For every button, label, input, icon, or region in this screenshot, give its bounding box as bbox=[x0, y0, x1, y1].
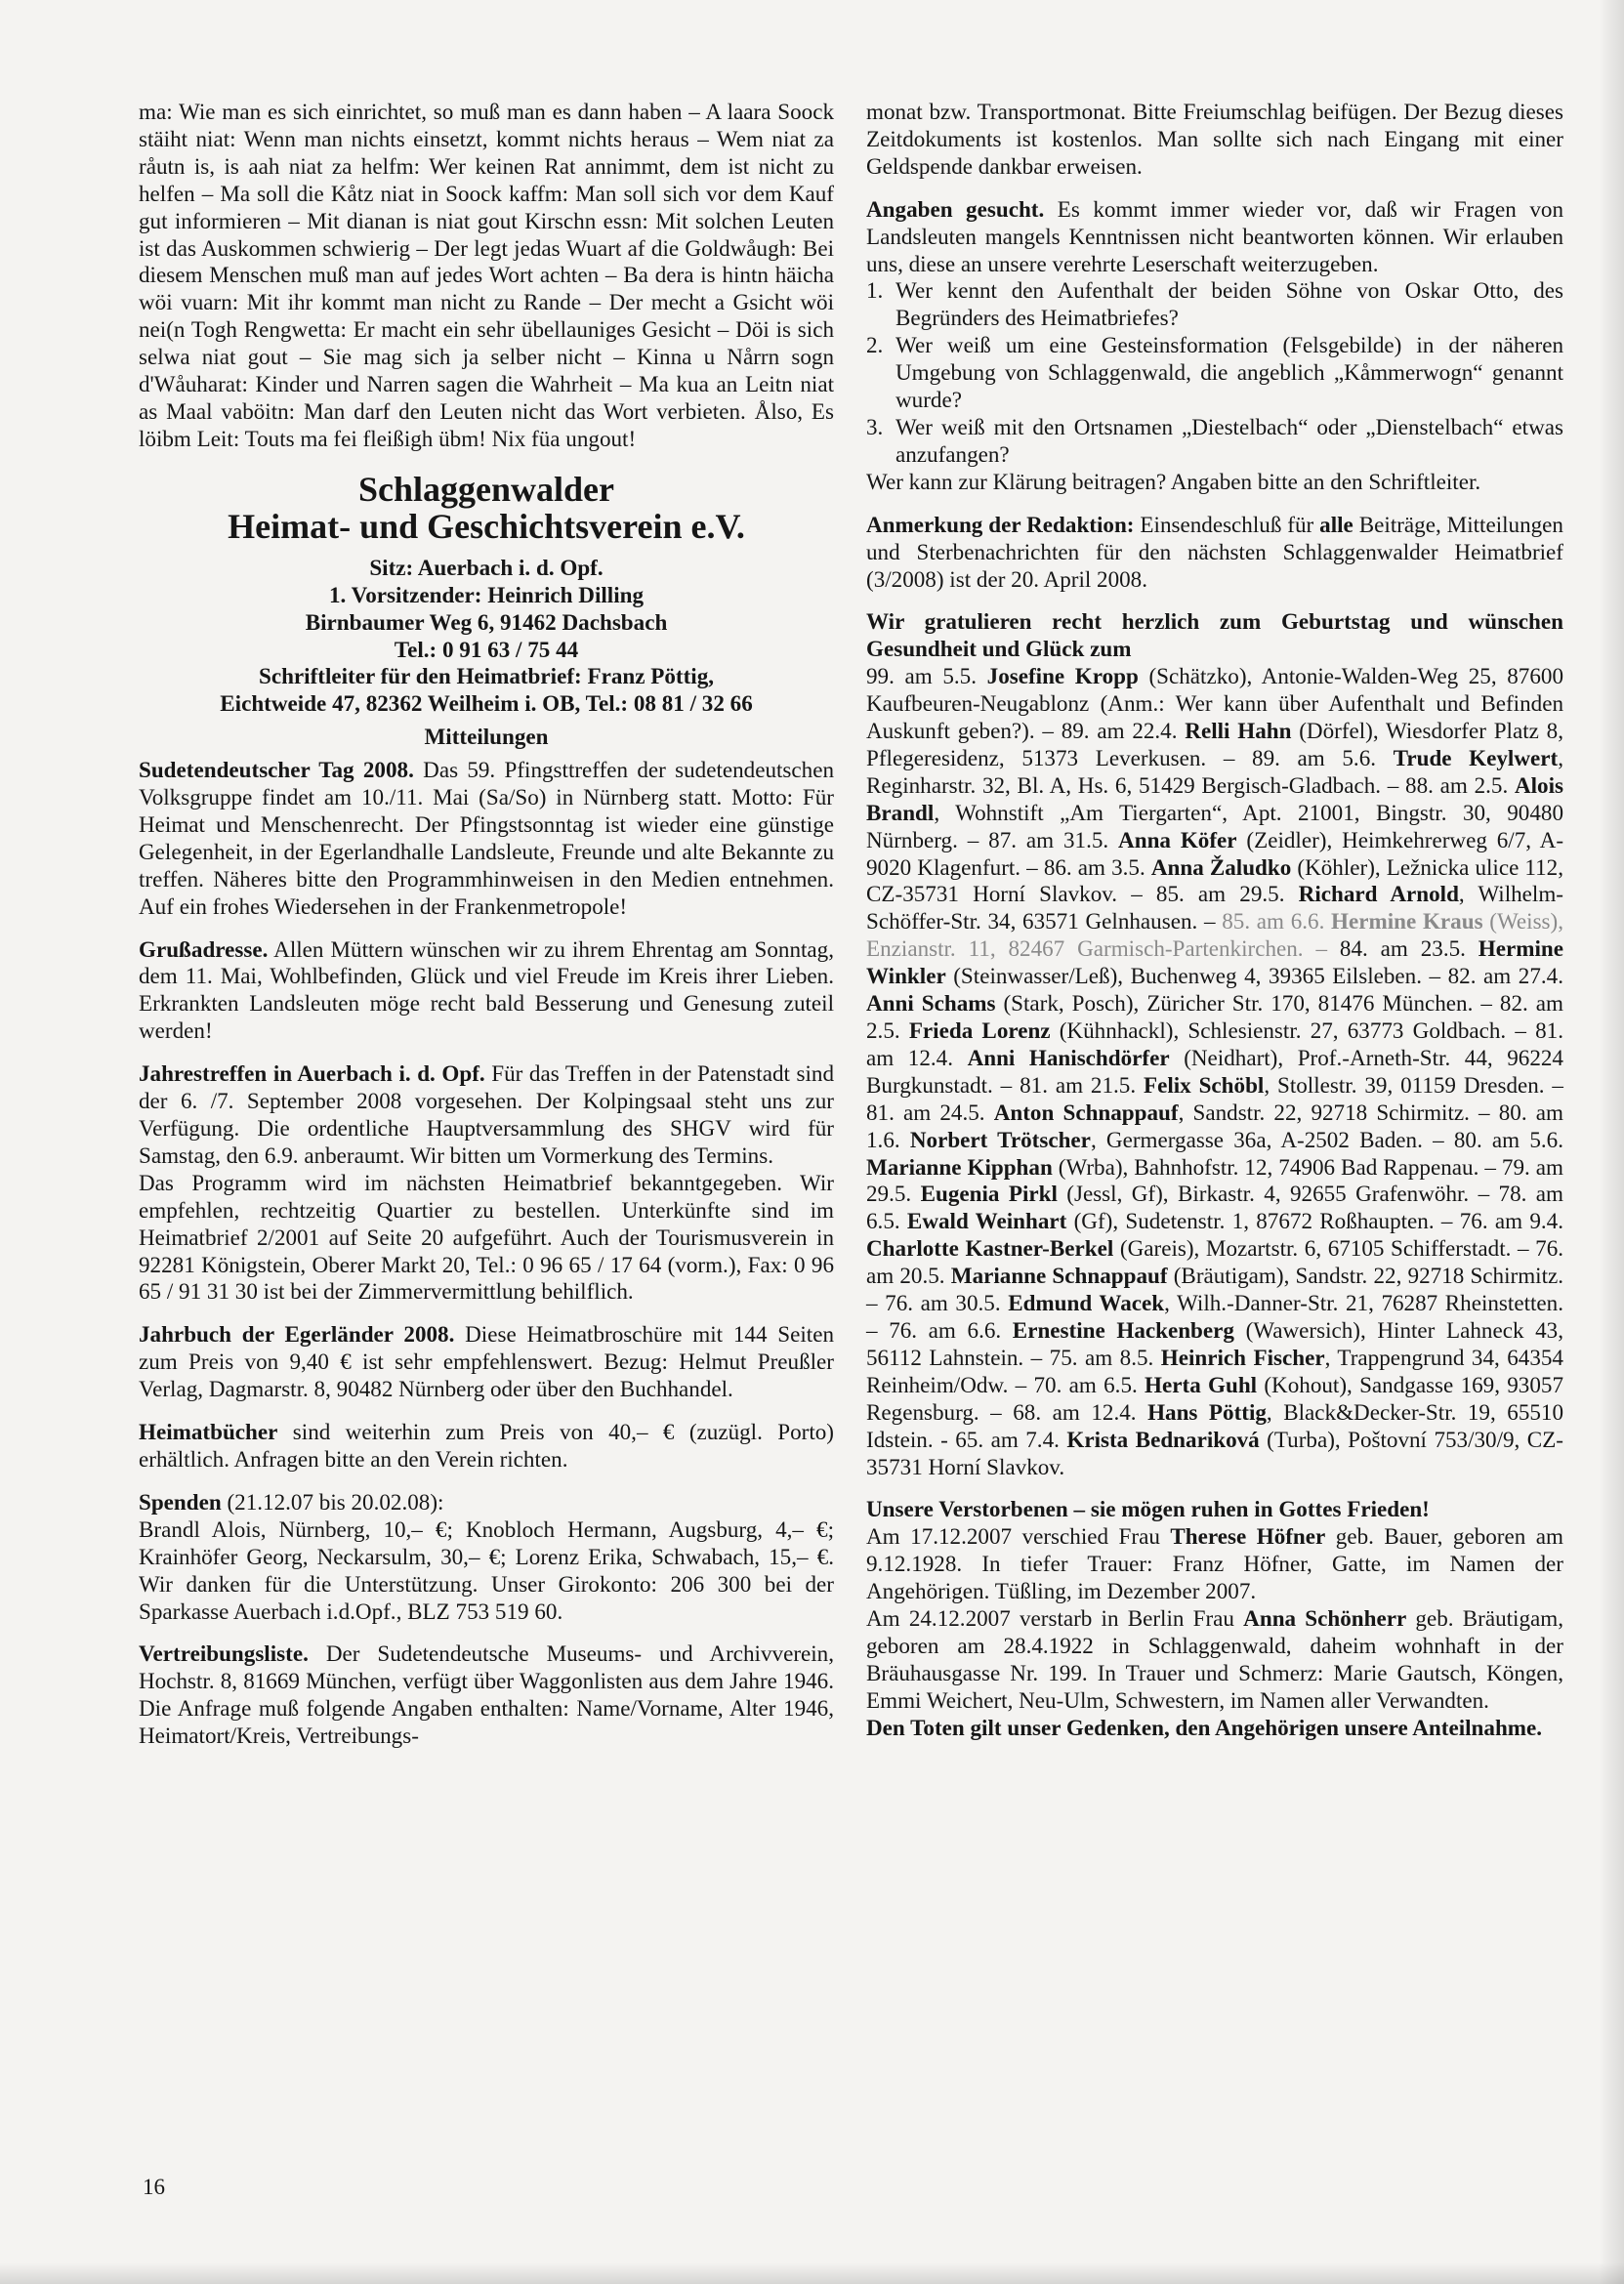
birthday-age-date: 76. am 6.6. bbox=[889, 1316, 1013, 1343]
birthday-details: , Wilh.-Danner-Str. 21, 76287 Rheinstetten. – bbox=[866, 1290, 1563, 1343]
notice-jahrestreffen bbox=[139, 1060, 834, 1170]
birthday-details: , Sandstr. 22, 92718 Schirmitz. – bbox=[1178, 1099, 1499, 1125]
notice-heading: Spenden bbox=[139, 1488, 222, 1515]
birthday-age-date: 82. am 27.4. bbox=[1447, 963, 1563, 989]
association-address: Birnbaumer Weg 6, 91462 Dachsbach bbox=[305, 608, 668, 635]
section-heading-mitteilungen: Mitteilungen bbox=[424, 724, 549, 750]
birthday-age-date: 68. am 12.4. bbox=[1013, 1398, 1148, 1425]
birthday-details: , Wilhelm-Schöffer-Str. 34, 63571 Gelnhausen. – bbox=[866, 881, 1563, 934]
notice-heading: Grußadresse. bbox=[139, 935, 269, 962]
notice-heading: Vertreibungsliste. bbox=[139, 1640, 309, 1667]
obituary-text: geb. Bauer, geboren am 9.12.1928. In tiefer Trauer: Franz Höfner, Gatte, im Namen der Angehörigen. Tüßling, im Dezember 2007. bbox=[866, 1523, 1563, 1604]
birthday-age-date: 76. am 9.4. bbox=[1459, 1208, 1563, 1234]
obituary-heading bbox=[866, 1496, 1563, 1523]
birthday-name: Krista Bednariková bbox=[1066, 1426, 1260, 1452]
birthday-details: (Stark, Posch), Züricher Str. 170, 81476 München. – bbox=[995, 990, 1500, 1017]
birthday-name: Herta Guhl bbox=[1145, 1371, 1258, 1397]
association-header bbox=[139, 471, 834, 751]
association-phone: Tel.: 0 91 63 / 75 44 bbox=[394, 636, 579, 662]
notice-text: Einsendeschluß für bbox=[1134, 511, 1320, 537]
obituary-name: Anna Schönherr bbox=[1243, 1605, 1407, 1632]
question-text: Wer kennt den Aufenthalt der beiden Söhne von Oskar Otto, des Begründers des Heimatbriefes? bbox=[895, 277, 1563, 331]
notice-spenden-list: Brandl Alois, Nürnberg, 10,– €; Knobloch Hermann, Augsburg, 4,– €; Krainhöfer Georg, Neckarsulm, 30,– €; Lorenz Erika, Schwabach, 15,– €. Wir danken für die Unterstützung. Unser Girokonto: 206 300 bei der Sparkasse Auerbach i.d.Opf., BLZ 753 519 60. bbox=[139, 1516, 834, 1624]
birthday-name: Charlotte Kastner-Berkel bbox=[866, 1235, 1114, 1262]
birthday-age-date: 87. am 31.5. bbox=[988, 826, 1119, 852]
birthday-age-date: 86. am 3.5. bbox=[1043, 853, 1151, 880]
birthday-name: Heinrich Fischer bbox=[1160, 1344, 1325, 1370]
question-number: 2. bbox=[866, 332, 884, 358]
birthday-age-date: 80. am 5.6. bbox=[1453, 1126, 1563, 1152]
birthday-details: (Kohout), Sandgasse 169, 93057 Regensburg. – bbox=[866, 1371, 1563, 1425]
editor-name: Schriftleiter für den Heimatbrief: Franz Pöttig, bbox=[258, 663, 715, 689]
birthday-age-date: 81. am 12.4. bbox=[866, 1017, 1563, 1070]
birthday-age-date: 82. am 2.5. bbox=[866, 990, 1563, 1043]
page-shadow-bottom bbox=[0, 2263, 1624, 2284]
birthday-details: (Zeidler), Heimkehrerweg 6/7, A-9020 Klagenfurt. – bbox=[866, 826, 1564, 880]
birthday-age-date: 76. am 30.5. bbox=[885, 1290, 1009, 1316]
notice-text: sind weiterhin zum Preis von 40,– € (zuzügl. Porto) erhältlich. Anfragen bitte an den Verein richten. bbox=[139, 1419, 834, 1472]
birthday-details: , Trappengrund 34, 64354 Reinheim/Odw. – bbox=[866, 1344, 1563, 1397]
birthday-details: (Dörfel), Wiesdorfer Platz 8, Pflegeresidenz, 51373 Leverkusen. – bbox=[866, 718, 1563, 770]
birthday-name: Richard Arnold bbox=[1298, 881, 1459, 907]
birthday-age-date: 99. am 5.5. bbox=[866, 663, 987, 689]
notice-angaben-gesucht bbox=[866, 196, 1563, 278]
birthday-details: (Wawersich), Hinter Lahneck 43, 56112 Lahnstein. – bbox=[866, 1316, 1563, 1370]
notice-jahrestreffen-continued: Das Programm wird im nächsten Heimatbrief bekanntgegeben. Wir empfehlen, rechtzeitig Quartier zu bestellen. Unterkünfte sind im Heimatbrief 2/2001 auf Seite 20 aufgeführt. Auch der Tourismusverein in 92281 Königstein, Oberer Markt 20, Tel.: 0 96 65 / 17 64 (vorm.), Fax: 0 96 65 / 91 31 30 ist bei der Zimmervermittlung behilflich. bbox=[139, 1169, 834, 1305]
birthday-age-date: 65. am 7.4. bbox=[955, 1426, 1067, 1452]
birthday-name: Anton Schnappauf bbox=[993, 1099, 1179, 1125]
notice-anmerkung-redaktion bbox=[866, 512, 1563, 594]
birthday-details: (Wrba), Bahnhofstr. 12, 74906 Bad Rappenau. – bbox=[1052, 1153, 1502, 1180]
birthday-name: Marianne Kipphan bbox=[866, 1153, 1053, 1180]
birthday-entry bbox=[1020, 1072, 1563, 1098]
birthday-details: (Gf), Sudetenstr. 1, 87672 Roßhaupten. – bbox=[1066, 1208, 1460, 1234]
vertreibungsliste-continued: monat bzw. Transportmonat. Bitte Freiumschlag beifügen. Der Bezug dieses Zeitdokuments ist kostenlos. Man sollte sich nach Eingang mit einer Geldspende dankbar erweisen. bbox=[866, 99, 1563, 179]
notice-text: Für das Treffen in der Patenstadt sind der 6. /7. September 2008 vorgesehen. Der Kolpingsaal steht uns zur Verfügung. Die ordentliche Hauptversammlung des SHGV wird für Samstag, den 6.9. anberaumt. Wir bitten um Vormerkung des Termins. bbox=[139, 1060, 834, 1168]
birthday-name: Felix Schöbl bbox=[1143, 1071, 1265, 1098]
birthday-name: Norbert Trötscher bbox=[909, 1126, 1091, 1152]
birthday-name: Anni Hanischdörfer bbox=[967, 1044, 1170, 1070]
birthday-name: Hermine Kraus bbox=[1331, 908, 1483, 934]
obituary-text: Am 24.12.2007 verstarb in Berlin Frau bbox=[866, 1605, 1244, 1632]
birthday-details: (Bräutigam), Sandstr. 22, 92718 Schirmitz. – bbox=[866, 1263, 1564, 1316]
notice-heimatbuecher bbox=[139, 1419, 834, 1474]
obituary-heading-text: Unsere Verstorbenen – sie mögen ruhen in Gottes Frieden! bbox=[866, 1496, 1430, 1522]
birthday-details: , Black&Decker-Str. 19, 65510 Idstein. - bbox=[866, 1398, 1564, 1452]
notice-text: (21.12.07 bis 20.02.08): bbox=[221, 1488, 444, 1515]
birthday-name: Ewald Weinhart bbox=[906, 1208, 1067, 1234]
editor-address: Eichtweide 47, 82362 Weilheim i. OB, Tel.: 08 81 / 32 66 bbox=[220, 690, 753, 717]
birthday-name: Relli Hahn bbox=[1185, 718, 1292, 744]
emphasis-alle: alle bbox=[1319, 511, 1353, 537]
birthday-details: (Neidhart), Prof.-Arneth-Str. 44, 96224 Burgkunstadt. – bbox=[866, 1044, 1563, 1098]
notice-spenden bbox=[139, 1489, 834, 1516]
obituary-text: Am 17.12.2007 verschied Frau bbox=[866, 1523, 1171, 1550]
question-text: Wer weiß mit den Ortsnamen „Diestelbach“ oder „Dienstelbach“ etwas anzufangen? bbox=[895, 413, 1563, 467]
notice-grussadresse bbox=[139, 936, 834, 1046]
birthday-details: , Germergasse 36a, A-2502 Baden. – bbox=[1090, 1126, 1454, 1152]
notice-heading: Anmerkung der Redaktion: bbox=[866, 511, 1135, 537]
question-item bbox=[866, 332, 1563, 414]
birthday-name: Trude Keylwert bbox=[1393, 744, 1559, 770]
right-column bbox=[866, 99, 1563, 1742]
birthday-age-date: 84. am 23.5. bbox=[1339, 935, 1478, 962]
obituary-entry bbox=[866, 1523, 1563, 1605]
notice-text: Diese Heimatbroschüre mit 144 Seiten zum Preis von 9,40 € ist sehr empfehlenswert. Bezug: Helmut Preußler Verlag, Dagmarstr. 8, 90482 Nürnberg oder über den Buchhandel. bbox=[139, 1321, 834, 1402]
obituary-entry bbox=[866, 1605, 1563, 1715]
birthday-age-date: 78. am 6.5. bbox=[866, 1181, 1563, 1234]
association-name-line2: Heimat- und Geschichtsverein e.V. bbox=[228, 506, 745, 546]
birthday-age-date: 79. am 29.5. bbox=[866, 1153, 1563, 1207]
notice-text: Beiträge, Mitteilungen und Sterbenachrichten für den nächsten Schlaggenwalder Heimatbrief (3/2008) ist der 20. April 2008. bbox=[866, 511, 1563, 592]
birthday-details: (Kühnhackl), Schlesienstr. 27, 63773 Goldbach. – bbox=[1050, 1017, 1536, 1043]
angaben-closing: Wer kann zur Klärung beitragen? Angaben bitte an den Schriftleiter. bbox=[866, 468, 1481, 494]
birthday-name: Edmund Wacek bbox=[1008, 1290, 1165, 1316]
birthday-name: Alois Brandl bbox=[866, 771, 1563, 825]
birthday-name: Josefine Kropp bbox=[986, 663, 1139, 689]
birthday-age-date: 80. am 1.6. bbox=[866, 1099, 1563, 1152]
question-list bbox=[866, 277, 1563, 468]
page-shadow-right bbox=[1599, 0, 1624, 2284]
association-chair: 1. Vorsitzender: Heinrich Dilling bbox=[328, 581, 644, 607]
birthday-name: Marianne Schnappauf bbox=[950, 1263, 1168, 1289]
notice-heading: Sudetendeutscher Tag 2008. bbox=[139, 757, 414, 783]
birthday-name: Eugenia Pirkl bbox=[920, 1181, 1058, 1207]
birthday-details: (Steinwasser/Leß), Buchenweg 4, 39365 Eilsleben. – bbox=[945, 963, 1448, 989]
birthday-name: Anna Žaludko bbox=[1150, 853, 1292, 880]
birthday-age-date: 89. am 22.4. bbox=[1061, 718, 1186, 744]
obituary-text: geb. Bräutigam, geboren am 28.4.1922 in Schlaggenwald, daheim wohnhaft in der Bräuhausgasse Nr. 199. In Trauer und Schmerz: Marie Gautsch, Köngen, Emmi Weichert, Neu-Ulm, Schwestern, im Namen aller Verwandten. bbox=[866, 1605, 1563, 1713]
birthday-entry bbox=[866, 1427, 1563, 1479]
birthday-heading bbox=[866, 608, 1563, 663]
birthday-name: Hans Pöttig bbox=[1147, 1398, 1267, 1425]
obituary-closing-text: Den Toten gilt unser Gedenken, den Angehörigen unsere Anteilnahme. bbox=[866, 1714, 1543, 1740]
birthday-name: Hermine Winkler bbox=[866, 935, 1564, 989]
notice-jahrbuch bbox=[139, 1321, 834, 1403]
notice-sudetendeutscher-tag bbox=[139, 757, 834, 920]
birthday-age-date: 76. am 20.5. bbox=[866, 1235, 1564, 1289]
notice-text: Der Sudetendeutsche Museums- und Archivverein, Hochstr. 8, 81669 München, verfügt über Waggonlisten aus dem Jahre 1946. Die Anfrage muß folgende Angaben enthalten: Name/Vorname, Alter 1946, Heimatort/Kreis, Vertreibungs- bbox=[139, 1640, 834, 1749]
birthday-age-date: 81. am 21.5. bbox=[1020, 1071, 1144, 1098]
question-item bbox=[866, 277, 1563, 332]
birthday-name: Anni Schams bbox=[866, 990, 996, 1017]
notice-text: Allen Müttern wünschen wir zu ihrem Ehrentag am Sonntag, dem 11. Mai, Wohlbefinden, Glück und viel Freude im Kreis ihrer Lieben. Erkrankten Landsleuten möge recht bald Besserung und Genesung zuteil werden! bbox=[139, 935, 834, 1044]
notice-heading: Heimatbücher bbox=[139, 1419, 278, 1445]
birthday-age-date: 70. am 6.5. bbox=[1033, 1371, 1145, 1397]
notice-heading: Angaben gesucht. bbox=[866, 195, 1045, 222]
notice-heading: Jahrestreffen in Auerbach i. d. Opf. bbox=[139, 1060, 485, 1087]
dialect-sayings-text: ma: Wie man es sich einrichtet, so muß man es dann haben – A laara Soock stäiht niat: Wenn man nichts einsetzt, kommt nichts heraus – Wem niat za råutn is, is aah niat za helfm: Wer keinen Rat annimmt, dem ist nicht zu helfen – Ma soll die Kåtz niat in Soock kaffm: Man soll sich vor dem Kauf gut informieren – Mit dianan is niat gout Kirschn essn: Mit solchen Leuten ist das Auskommen schwierig – Der legt jedas Wuart af die Goldwåugh: Bei diesem Menschen muß man auf jedes Wort achten – Ba dera is hintn häicha wöi vuarn: Mit ihr kommt man nicht zu Rande – Der mecht a Gsicht wöi nei(n Togh Rengwetta: Er macht ein sehr übellauniges Gesicht – Döi is sich selwa niat gout – Sie mag sich ja selber nicht – Kinna u Nårrn sogn d'Wåuharat: Kinder und Narren sagen die Wahrheit – Ma kua an Leitn niat as Maal vaböitn: Man darf den Leuten nicht das Wort verbieten. Ålso, Es löibm Leit: Touts ma fei fleißigh übm! Nix füa ungout! bbox=[139, 99, 834, 451]
question-number: 1. bbox=[866, 277, 884, 304]
notice-text: Das 59. Pfingsttreffen der sudetendeutschen Volksgruppe findet am 10./11. Mai (Sa/So) in Nürnberg statt. Motto: Für Heimat und Menschenrecht. Der Pfingstsonntag ist wieder eine günstige Gelegenheit, in der Egerlandhalle Landsleute, Freunde und alte Bekannte zu treffen. Näheres bitte den Programmhinweisen in den Medien entnehmen. Auf ein frohes Wiedersehen in der Frankenmetropole! bbox=[139, 757, 835, 919]
birthday-age-date: 85. am 29.5. bbox=[1155, 881, 1299, 907]
obituary-closing bbox=[866, 1715, 1563, 1742]
birthday-list bbox=[866, 663, 1563, 1480]
birthday-age-date: 75. am 8.5. bbox=[1049, 1344, 1161, 1370]
birthday-details: (Köhler), Ležnicka ulice 112, CZ-35731 Horní Slavkov. – bbox=[866, 853, 1563, 907]
left-column bbox=[139, 99, 834, 1750]
association-name-line1: Schlaggenwalder bbox=[357, 469, 614, 509]
page-number: 16 bbox=[143, 2175, 165, 2199]
birthday-name: Ernestine Hackenberg bbox=[1012, 1316, 1234, 1343]
notice-heading: Jahrbuch der Egerländer 2008. bbox=[139, 1321, 455, 1348]
birthday-entry bbox=[866, 1100, 1499, 1125]
birthday-age-date: 85. am 6.6. bbox=[1222, 908, 1332, 934]
question-number: 3. bbox=[866, 413, 884, 439]
birthday-heading-text: Wir gratulieren recht herzlich zum Geburtstag und wünschen Gesundheit und Glück zum bbox=[866, 608, 1563, 662]
birthday-details: (Gareis), Mozartstr. 6, 67105 Schifferstadt. – bbox=[1113, 1235, 1536, 1262]
birthday-details: (Weiss), Enzianstr. 11, 82467 Garmisch-Partenkirchen. – bbox=[866, 908, 1564, 962]
notice-text: Es kommt immer wieder vor, daß wir Fragen von Landsleuten mangels Kenntnissen nicht beantworten können. Wir erlauben uns, diese an unsere verehrte Leserschaft weiterzugeben. bbox=[866, 195, 1563, 276]
notice-vertreibungsliste bbox=[139, 1640, 834, 1750]
obituary-name: Therese Höfner bbox=[1170, 1523, 1326, 1550]
birthday-details: , Reginharstr. 32, Bl. A, Hs. 6, 51429 Bergisch-Gladbach. – bbox=[866, 744, 1563, 798]
birthday-details: (Schätzko), Antonie-Walden-Weg 25, 87600 Kaufbeuren-Neugablonz (Anm.: Wer kann über Aufenthalt und Befinden Auskunft geben?). – bbox=[866, 663, 1563, 744]
birthday-details: , Wohnstift „Am Tiergarten“, Apt. 21001, Bingstr. 30, 90480 Nürnberg. – bbox=[866, 799, 1563, 852]
birthday-details: (Jessl, Gf), Birkastr. 4, 92655 Grafenwöhr. – bbox=[1057, 1181, 1499, 1207]
birthday-age-date: 81. am 24.5. bbox=[866, 1099, 994, 1125]
birthday-details: , Stollestr. 39, 01159 Dresden. – bbox=[1264, 1071, 1563, 1098]
birthday-age-date: 89. am 5.6. bbox=[1252, 744, 1394, 770]
birthday-details: (Turba), Poštovní 753/30/9, CZ-35731 Horní Slavkov. bbox=[866, 1426, 1563, 1479]
birthday-age-date: 88. am 2.5. bbox=[1405, 771, 1515, 798]
question-text: Wer weiß um eine Gesteinsformation (Felsgebilde) in der näheren Umgebung von Schlaggenwald, die angeblich „Kåmmerwogn“ genannt wurde? bbox=[895, 332, 1563, 413]
association-seat: Sitz: Auerbach i. d. Opf. bbox=[369, 554, 604, 580]
birthday-name: Anna Köfer bbox=[1118, 826, 1237, 852]
birthday-name: Frieda Lorenz bbox=[908, 1017, 1051, 1043]
question-item bbox=[866, 414, 1563, 469]
